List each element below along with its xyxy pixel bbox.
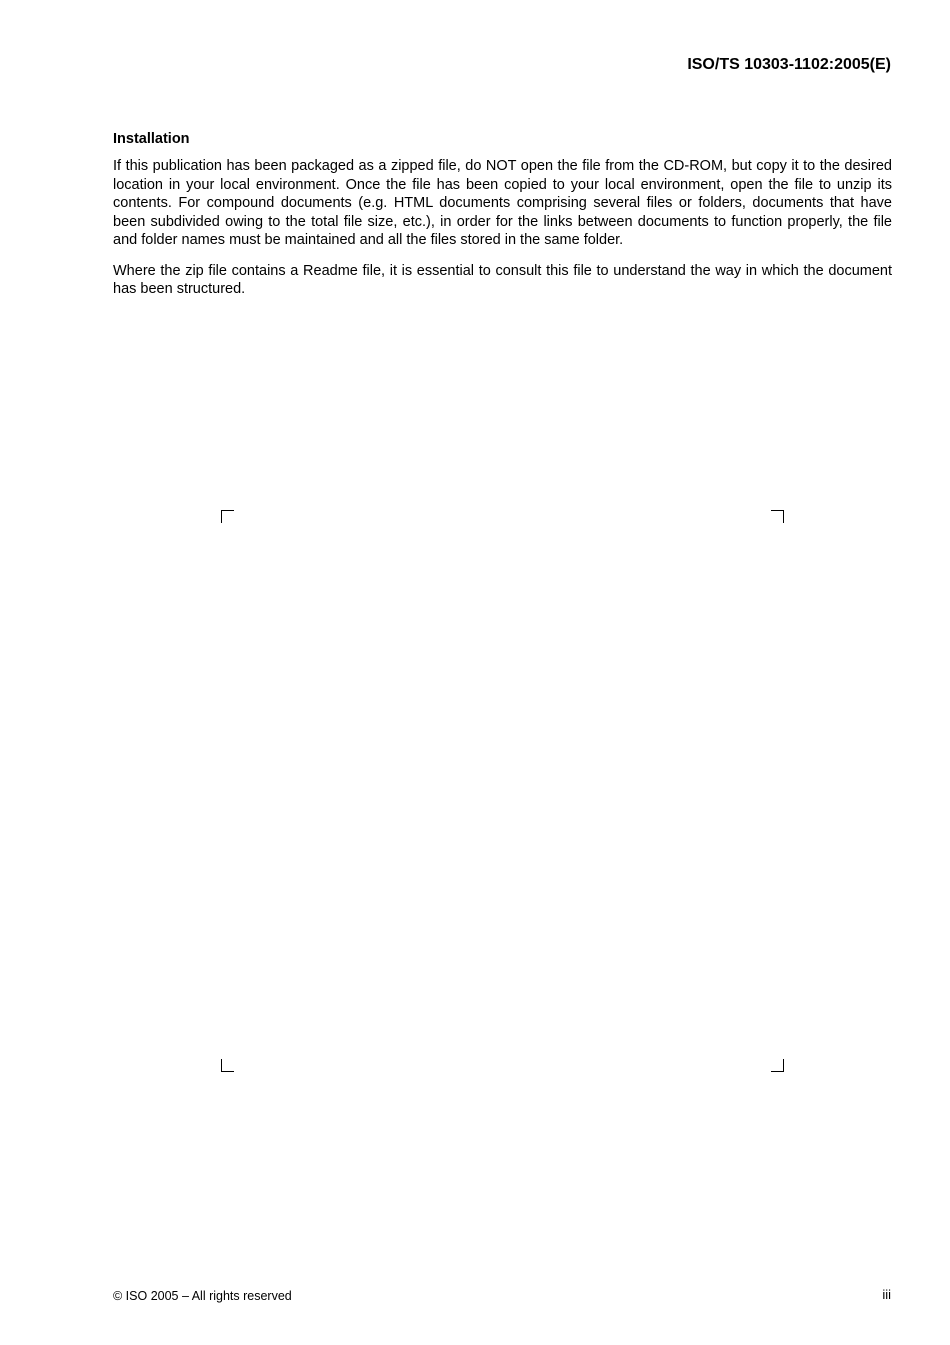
crop-mark-top-left xyxy=(221,510,234,523)
paragraph: If this publication has been packaged as a zipped file, do NOT open the file from the CD-ROM, but copy it to the desired location in your local environment. Once the file has been copied to your local environment, open the file to unzip its contents. For compound documents (e.g. HTML documents comprising several files or folders, documents that have been subdivided owing to the total file size, etc.), in order for the links between documents to function properly, the file and folder names must be maintained and all the files stored in the same folder. xyxy=(113,158,892,248)
crop-mark-bottom-right xyxy=(771,1059,784,1072)
document-id: ISO/TS 10303-1102:2005(E) xyxy=(687,56,891,73)
page-number: iii xyxy=(882,1287,891,1302)
installation-section xyxy=(113,130,892,311)
copyright-notice: © ISO 2005 – All rights reserved xyxy=(113,1289,292,1303)
paragraph: Where the zip file contains a Readme file, it is essential to consult this file to understand the way in which the document has been structured. xyxy=(113,262,892,297)
crop-mark-top-right xyxy=(771,510,784,523)
section-heading: Installation xyxy=(113,131,190,147)
crop-mark-bottom-left xyxy=(221,1059,234,1072)
